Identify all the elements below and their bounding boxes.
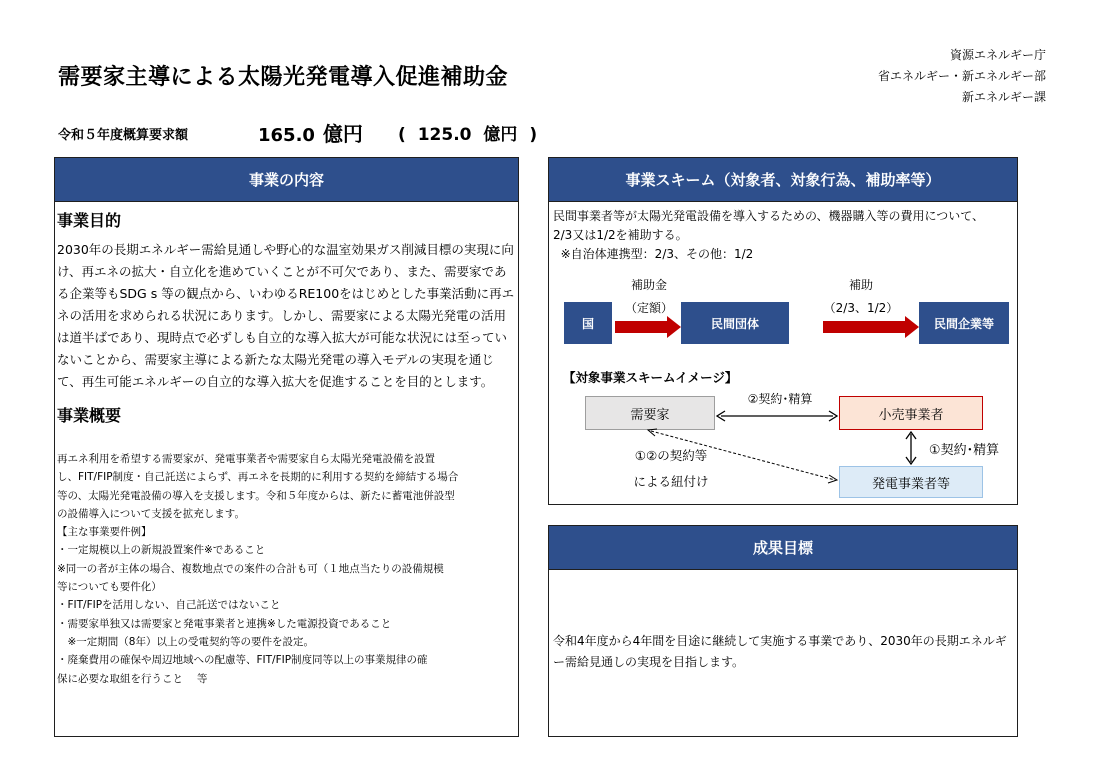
- overview-line: ・一定規模以上の新規設置案件※であること: [57, 544, 266, 557]
- node-private-org: 民間団体: [681, 302, 789, 344]
- overview-heading: 事業概要: [57, 406, 122, 425]
- flow-label-2-top: 補助: [848, 278, 873, 292]
- consumer-box: 需要家: [585, 396, 715, 430]
- overview-text: [57, 450, 516, 688]
- agency-line: 省エネルギー・新エネルギー部: [877, 69, 1046, 83]
- panel-header: 事業スキーム（対象者、対象行為、補助率等）: [549, 158, 1017, 202]
- contract-1-label: ①契約･精算: [928, 443, 1000, 458]
- flow-label-1-top: 補助金: [630, 278, 667, 292]
- budget-label: 令和５年度概算要求額: [58, 128, 189, 143]
- scheme-line: ※自治体連携型：2/3、その他：1/2: [553, 247, 754, 261]
- scheme-text: [553, 207, 1014, 264]
- agency-line: 資源エネルギー庁: [949, 48, 1046, 62]
- agency-block: [878, 45, 1046, 108]
- business-content-panel: [54, 157, 519, 737]
- scheme-line: 民間事業者等が太陽光発電設備を導入するための、機器購入等の費用について、: [553, 209, 985, 223]
- node-country: 国: [564, 302, 612, 344]
- overview-line: ・廃棄費用の確保や周辺地域への配慮等、FIT/FIP制度同等以上の事業規律の確: [57, 654, 428, 667]
- retailer-box: 小売事業者: [839, 396, 983, 430]
- link-label-line1: ①②の契約等: [634, 448, 708, 463]
- overview-line: ・FIT/FIPを活用しない、自己託送ではないこと: [57, 599, 281, 612]
- page-title: 需要家主導による太陽光発電導入促進補助金: [58, 65, 509, 90]
- overview-line: し、FIT/FIP制度・自己託送によらず、再エネを長期的に利用する契約を締結する場合: [57, 471, 459, 484]
- image-heading: 【対象事業スキームイメージ】: [563, 370, 738, 385]
- contract-2-label: ②契約･精算: [747, 392, 813, 406]
- paren-open: (: [398, 125, 406, 145]
- panel-header: 成果目標: [549, 526, 1017, 570]
- overview-line: ※同一の者が主体の場合、複数地点での案件の合計も可（１地点当たりの設備規模: [57, 562, 444, 575]
- agency-line: 新エネルギー課: [961, 90, 1046, 104]
- previous-unit: 億円: [483, 125, 518, 145]
- double-arrow-icon: [715, 410, 839, 422]
- vertical-double-arrow-icon: [904, 430, 918, 466]
- budget-previous-row: [398, 120, 537, 145]
- scheme-line: 2/3又は1/2を補助する。: [553, 228, 688, 242]
- budget-amount: 165.0: [258, 125, 315, 146]
- arrow-right-icon: [615, 316, 681, 338]
- overview-line: 等の、太陽光発電設備の導入を支援します。令和５年度からは、新たに蓄電池併設型: [57, 489, 455, 502]
- paren-close: ): [529, 125, 538, 145]
- arrow-right-icon: [823, 316, 919, 338]
- generator-box: 発電事業者等: [839, 466, 983, 498]
- previous-amount: 125.0: [417, 125, 472, 145]
- overview-line: 等についても要件化）: [57, 581, 162, 594]
- purpose-text: 2030年の長期エネルギー需給見通しや野心的な温室効果ガス削減目標の実現に向け、再エネの拡大・自立化を進めていくことが不可欠であり、また、需要家である企業等もSDG s 等の観点から、いわゆるRE100をはじめとした事業活動に再エネの活用を求められる状況にあります。しかし、需要家による太陽光発電の活用は道半ばであり、現時点で必ずしも自立的な導入拡大が可能な状況には至っていないことから、需要家主導による新たな太陽光発電の導入モデルの実現を通じて、再生可能エネルギーの自立的な導入拡大を促進することを目的とします。: [57, 242, 515, 389]
- node-companies: 民間企業等: [919, 302, 1009, 344]
- outcome-goal-panel: [548, 525, 1018, 737]
- flow-label-1-bottom: （定額）: [624, 301, 673, 315]
- goal-text: 令和4年度から4年間を目途に継続して実施する事業であり、2030年の長期エネルギー需給見通しの実現を目指します。: [553, 634, 1007, 669]
- purpose-heading: 事業目的: [57, 211, 122, 230]
- overview-line: ※一定期間（8年）以上の受電契約等の要件を設定。: [57, 635, 314, 648]
- budget-amount-row: [258, 118, 363, 147]
- overview-line: 【主な事業要件例】: [57, 526, 152, 539]
- link-label-line2: による紐付け: [633, 474, 709, 489]
- overview-line: の設備導入について支援を拡充します。: [57, 507, 245, 520]
- budget-unit: 億円: [322, 122, 363, 146]
- overview-line: 保に必要な取組を行うこと 等: [57, 672, 208, 685]
- overview-line: ・需要家単独又は需要家と発電事業者と連携※した電源投資であること: [57, 617, 392, 630]
- overview-line: 再エネ利用を希望する需要家が、発電事業者や需要家自ら太陽光発電設備を設置: [57, 453, 435, 465]
- business-scheme-panel: [548, 157, 1018, 505]
- flow-label-2-bottom: （2/3、1/2）: [823, 301, 899, 315]
- panel-header: 事業の内容: [55, 158, 518, 202]
